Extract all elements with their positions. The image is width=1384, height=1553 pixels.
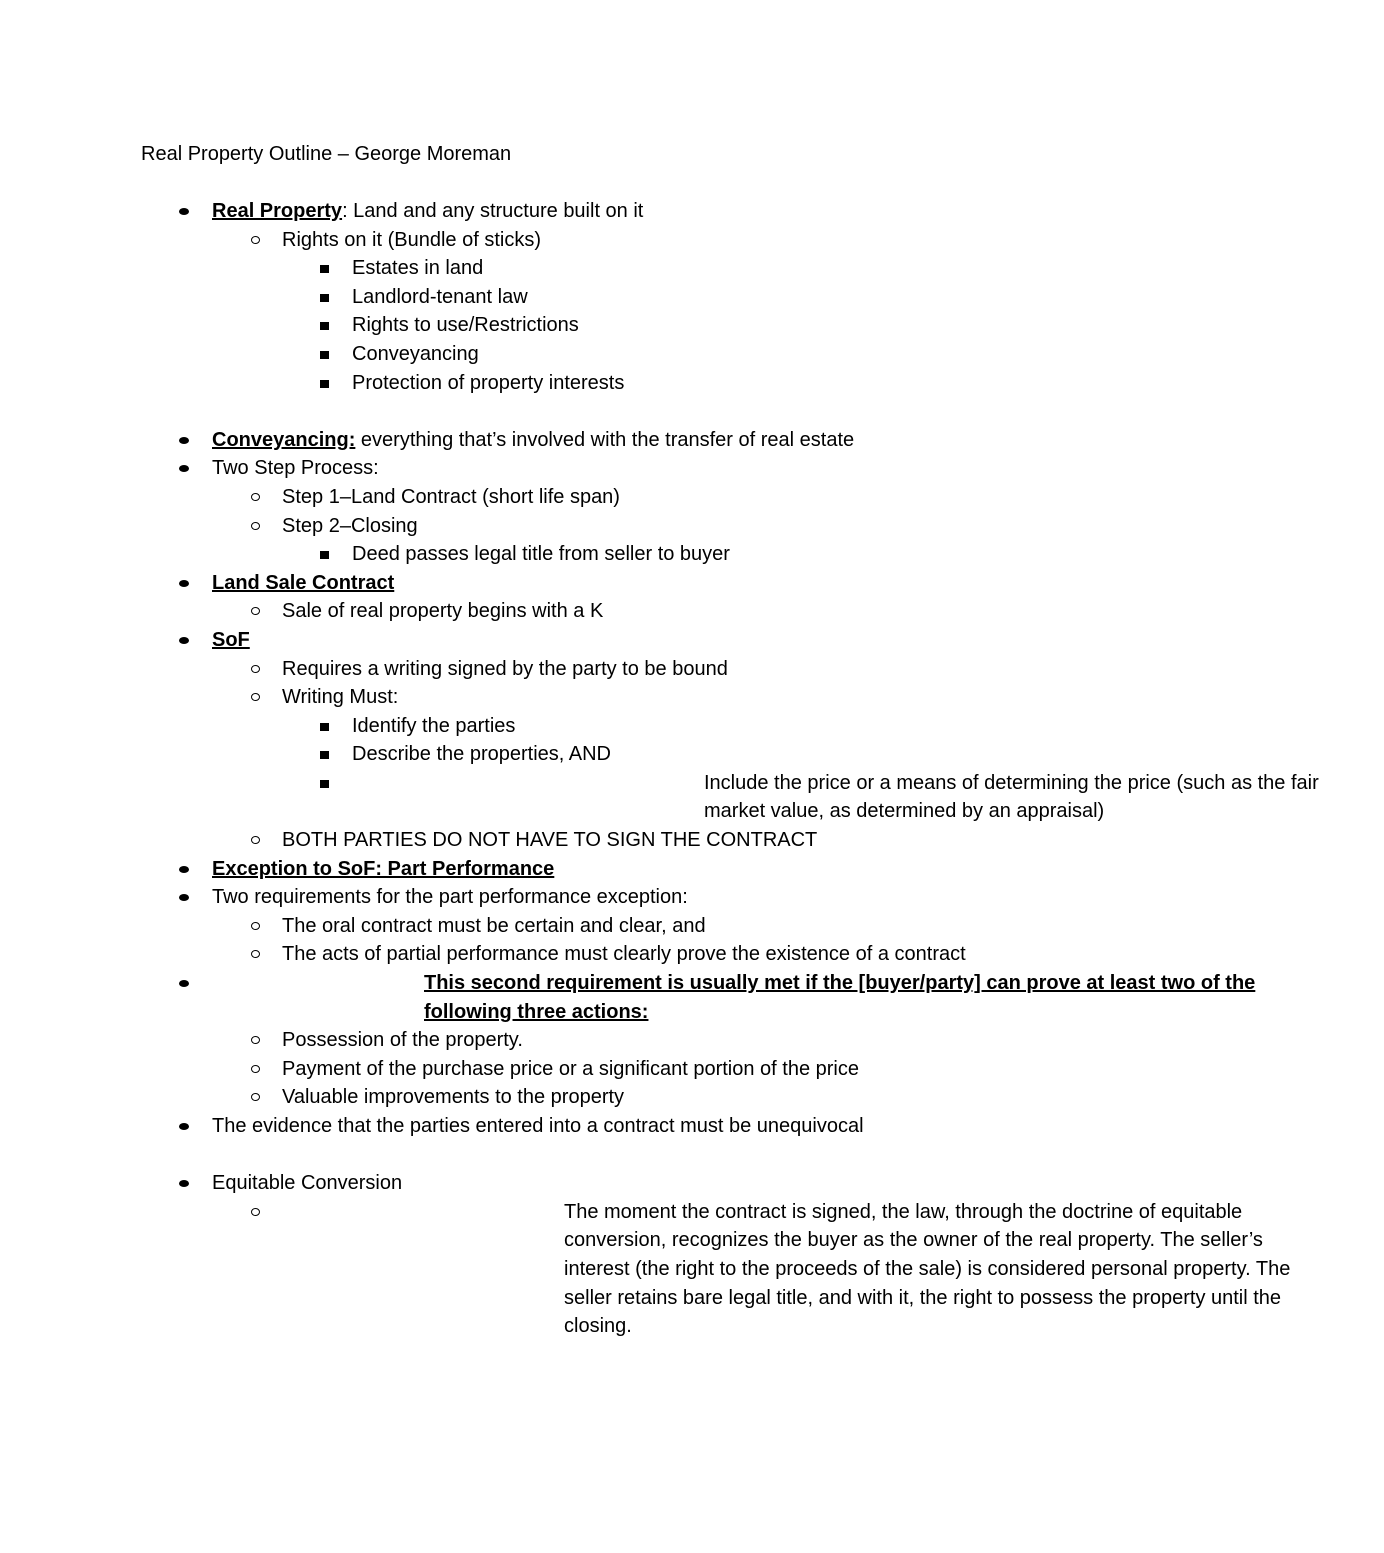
bullet-circle-icon <box>249 1198 263 1227</box>
outline-item-text <box>352 311 579 340</box>
defined-term: Conveyancing: <box>212 428 356 451</box>
outline-item <box>0 855 1200 884</box>
outline-item <box>0 655 1200 684</box>
outline-item-text <box>212 1169 402 1198</box>
document-title: Real Property Outline – George Moreman <box>141 143 512 165</box>
outline-item-text <box>212 454 379 483</box>
outline-item-text <box>564 1198 1324 1341</box>
outline-item-text <box>704 769 1384 826</box>
item-body: Protection of property interests <box>352 371 625 394</box>
bullet-circle-icon <box>249 483 263 512</box>
outline-item-text <box>212 883 688 912</box>
outline-item-text <box>352 283 528 312</box>
section-heading: SoF <box>212 628 250 651</box>
section-heading: This second requirement is usually met if the [buyer/party] can prove at least two of the following three actions: <box>424 972 1256 1023</box>
outline-item-text <box>282 1083 624 1112</box>
bullet-square-icon <box>318 283 332 312</box>
outline-item-text <box>212 626 250 655</box>
bullet-disc-icon <box>177 1112 191 1141</box>
outline-item-text <box>352 254 483 283</box>
item-body: Identify the parties <box>352 714 516 737</box>
item-body: Writing Must: <box>282 686 399 709</box>
item-body: Two Step Process: <box>212 457 379 480</box>
bullet-disc-icon <box>177 855 191 884</box>
outline-item <box>0 969 1256 1026</box>
item-body: Equitable Conversion <box>212 1172 403 1195</box>
item-body: everything that’s involved with the transfer of real estate <box>355 428 855 451</box>
bullet-circle-icon <box>249 683 263 712</box>
outline-item-text <box>282 683 398 712</box>
item-body: The acts of partial performance must clearly prove the existence of a contract <box>282 943 966 966</box>
item-body: Rights on it (Bundle of sticks) <box>282 228 541 251</box>
outline-item <box>0 197 1200 226</box>
outline-item <box>0 483 1200 512</box>
outline-item <box>0 311 1200 340</box>
bullet-disc-icon <box>177 1169 191 1198</box>
outline-item <box>0 226 1200 255</box>
outline-item-text <box>352 540 730 569</box>
outline-item-text <box>212 1112 864 1141</box>
item-body: : Land and any structure built on it <box>342 200 644 222</box>
bullet-circle-icon <box>249 826 263 855</box>
outline-item-text <box>212 855 554 884</box>
bullet-square-icon <box>318 769 332 798</box>
outline-item <box>0 512 1200 541</box>
item-body: Possession of the property. <box>282 1029 523 1052</box>
outline-item-text <box>282 226 541 255</box>
bullet-disc-icon <box>177 197 191 226</box>
outline-item <box>0 826 1200 855</box>
outline-item-text <box>282 512 418 541</box>
outline-item-text <box>352 369 624 398</box>
outline-item <box>0 1198 1291 1341</box>
bullet-disc-icon <box>177 569 191 598</box>
item-body: The oral contract must be certain and clear, and <box>282 914 706 937</box>
item-body: The evidence that the parties entered into a contract must be unequivocal <box>212 1115 864 1137</box>
item-body: Describe the properties, AND <box>352 743 612 766</box>
item-body: Two requirements for the part performance exception: <box>212 886 688 909</box>
bullet-square-icon <box>318 254 332 283</box>
bullet-circle-icon <box>249 1026 263 1055</box>
section-heading: Exception to SoF: Part Performance <box>212 857 555 880</box>
item-body: Include the price or a means of determining the price (such as the fair market value, as determined by an appraisal) <box>704 771 1319 823</box>
outline-item <box>0 1169 1200 1198</box>
bullet-disc-icon <box>177 626 191 655</box>
bullet-disc-icon <box>177 454 191 483</box>
outline-item <box>0 540 1200 569</box>
outline-item <box>0 569 1200 598</box>
item-body: Estates in land <box>352 257 484 280</box>
outline-item <box>0 340 1200 369</box>
outline-item <box>0 683 1200 712</box>
item-body: Valuable improvements to the property <box>282 1086 625 1109</box>
outline-item-text <box>212 426 854 455</box>
blank-line <box>0 1141 1200 1170</box>
item-body: Conveyancing <box>352 342 479 365</box>
bullet-square-icon <box>318 712 332 741</box>
bullet-square-icon <box>318 369 332 398</box>
outline-item-text <box>212 197 643 226</box>
outline-item-text <box>352 340 479 369</box>
bullet-square-icon <box>318 311 332 340</box>
item-body: Landlord-tenant law <box>352 285 528 308</box>
outline-item <box>0 1026 1200 1055</box>
defined-term: Real Property <box>212 200 343 222</box>
outline-item-text <box>282 912 706 941</box>
outline-item <box>0 940 1200 969</box>
bullet-circle-icon <box>249 940 263 969</box>
outline-item <box>0 283 1200 312</box>
section-heading: Land Sale Contract <box>212 571 395 594</box>
outline-item-text <box>352 740 611 769</box>
outline-item <box>0 912 1200 941</box>
outline-item <box>0 1112 1200 1141</box>
outline-item <box>0 597 1200 626</box>
item-body: Step 2–Closing <box>282 514 418 537</box>
outline-item-text <box>282 940 966 969</box>
bullet-circle-icon <box>249 1055 263 1084</box>
bullet-circle-icon <box>249 512 263 541</box>
outline-item <box>0 883 1200 912</box>
outline-item <box>0 369 1200 398</box>
item-body: Deed passes legal title from seller to buyer <box>352 543 730 566</box>
outline-item <box>0 769 1319 826</box>
outline-item-text <box>424 969 1264 1026</box>
bullet-circle-icon <box>249 655 263 684</box>
bullet-circle-icon <box>249 1083 263 1112</box>
outline-item <box>0 454 1200 483</box>
item-body: Requires a writing signed by the party to be bound <box>282 657 728 680</box>
outline-item <box>0 426 1200 455</box>
outline-item <box>0 1055 1200 1084</box>
bullet-square-icon <box>318 740 332 769</box>
outline-item-text <box>282 1055 859 1084</box>
outline-item-text <box>282 826 817 855</box>
bullet-disc-icon <box>177 883 191 912</box>
item-body: The moment the contract is signed, the law, through the doctrine of equitable conversion, recognizes the buyer as the owner of the real property. The seller’s interest (the right to the proceeds of the sale) is considered personal property. The seller retains bare legal title, and with it, the right to possess the property until the closing. <box>564 1200 1291 1338</box>
bullet-disc-icon <box>177 969 191 998</box>
outline-item-text <box>212 569 394 598</box>
outline-item <box>0 626 1200 655</box>
bullet-circle-icon <box>249 597 263 626</box>
outline-item <box>0 254 1200 283</box>
outline-item-text <box>282 655 728 684</box>
outline-item-text <box>352 712 515 741</box>
outline-item-text <box>282 483 620 512</box>
bullet-square-icon <box>318 540 332 569</box>
item-body: BOTH PARTIES DO NOT HAVE TO SIGN THE CONTRACT <box>282 829 818 852</box>
item-body: Sale of real property begins with a K <box>282 600 604 623</box>
item-body: Step 1–Land Contract (short life span) <box>282 485 620 508</box>
blank-line <box>0 397 1200 426</box>
outline-item-text <box>282 597 603 626</box>
outline-item <box>0 740 1200 769</box>
outline-item-text <box>282 1026 523 1055</box>
outline-item <box>0 712 1200 741</box>
item-body: Payment of the purchase price or a significant portion of the price <box>282 1057 859 1080</box>
bullet-square-icon <box>318 340 332 369</box>
bullet-circle-icon <box>249 226 263 255</box>
item-body: Rights to use/Restrictions <box>352 314 579 337</box>
outline-list <box>0 197 1319 1341</box>
bullet-circle-icon <box>249 912 263 941</box>
outline-item <box>0 1083 1200 1112</box>
bullet-disc-icon <box>177 426 191 455</box>
